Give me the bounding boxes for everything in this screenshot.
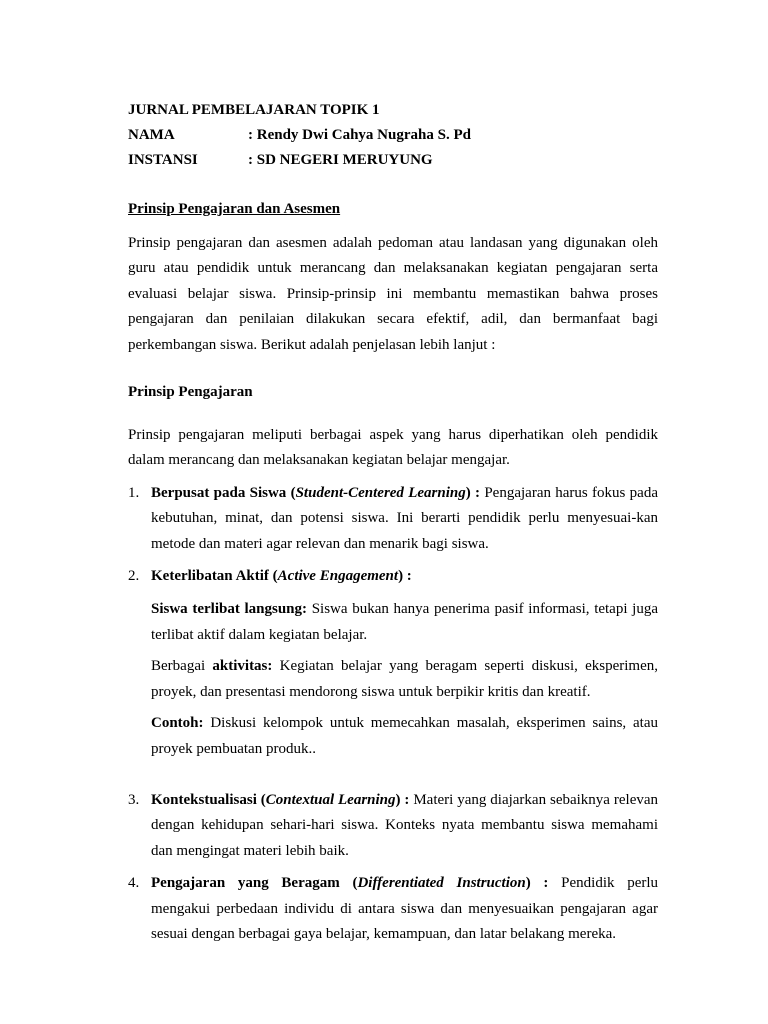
instansi-row	[128, 148, 658, 173]
section-heading-prinsip-pengajaran-dan-asesmen: Prinsip Pengajaran dan Asesmen	[128, 201, 341, 217]
nama-value: : Rendy Dwi Cahya Nugraha S. Pd	[248, 127, 471, 143]
sub-description: Diskusi kelompok untuk memecahkan masalah, eksperimen sains, atau proyek pembuatan produk..	[151, 715, 658, 757]
sub-paragraph: Berbagai aktivitas: Kegiatan belajar yang beragam seperti diskusi, eksperimen, proyek, dan presentasi mendorong siswa untuk berpikir kritis dan kreatif.	[151, 658, 658, 700]
list-number: 4.	[128, 875, 140, 892]
item-term-english: Contextual Learning	[265, 791, 396, 808]
sub-term: Contoh:	[151, 715, 204, 732]
item-term-english: Active Engagement	[277, 568, 399, 585]
section-intro: Prinsip pengajaran meliputi berbagai aspek yang harus diperhatikan oleh pendidik dalam merancang dan melaksanakan kegiatan belajar mengajar.	[128, 427, 658, 469]
list-item: 1. Berpusat pada Siswa (Student-Centered Learning) : Pengajaran harus fokus pada kebutuhan, minat, dan potensi siswa. Ini berarti pendidik perlu menyesuai-kan metode dan materi agar relevan dan menarik bagi siswa.	[128, 481, 658, 557]
item-term: Pengajaran yang Beragam (	[151, 875, 358, 892]
item-term-english: Differentiated Instruction	[357, 875, 526, 892]
section-heading-prinsip-pengajaran: Prinsip Pengajaran	[128, 384, 253, 401]
list-number: 3.	[128, 791, 140, 808]
list-item: 4. Pengajaran yang Beragam (Differentiated Instruction) : Pendidik perlu mengakui perbedaan individu di antara siswa dan menyesuaikan pengajaran agar sesuai dengan berbagai gaya belajar, kemampuan, dan latar belakang mereka.	[128, 871, 658, 947]
item-description: Pengajaran harus fokus pada kebutuhan, minat, dan potensi siswa. Ini berarti pendidik perlu menyesuai-kan metode dan materi agar relevan dan menarik bagi siswa.	[151, 484, 659, 552]
instansi-label: INSTANSI	[128, 152, 198, 168]
sub-term: aktivitas:	[212, 658, 273, 675]
item-description: Materi yang diajarkan sebaiknya relevan dengan kehidupan sehari-hari siswa. Konteks nyata membantu siswa memahami dan mengingat materi lebih baik.	[151, 791, 659, 859]
document-title: JURNAL PEMBELAJARAN TOPIK 1	[128, 102, 380, 118]
item-term: Keterlibatan Aktif (	[151, 568, 278, 585]
item-description: Pendidik perlu mengakui perbedaan individu di antara siswa dan menyesuaikan pengajaran agar sesuai dengan berbagai gaya belajar, kemampuan, dan latar belakang mereka.	[151, 875, 659, 942]
document-page	[128, 98, 658, 947]
sub-description: Kegiatan belajar yang beragam seperti diskusi, eksperimen, proyek, dan presentasi mendorong siswa untuk berpikir kritis dan kreatif.	[151, 658, 658, 700]
sub-term: Siswa terlibat langsung:	[151, 601, 308, 618]
item-term: Kontekstualisasi (	[151, 791, 266, 808]
item-term-english: Student-Centered Learning	[295, 484, 466, 501]
list-number: 2.	[128, 568, 140, 585]
nama-label: NAMA	[128, 127, 175, 143]
list-item: 2. Keterlibatan Aktif (Active Engagement) :	[128, 564, 658, 589]
list-number: 1.	[128, 484, 140, 501]
sub-paragraph	[128, 711, 658, 762]
sub-description: Siswa bukan hanya penerima pasif informasi, tetapi juga terlibat aktif dalam kegiatan belajar.	[151, 601, 658, 643]
instansi-value: : SD NEGERI MERUYUNG	[248, 152, 433, 168]
nama-row	[128, 123, 658, 148]
list-item: 3. Kontekstualisasi (Contextual Learning) : Materi yang diajarkan sebaiknya relevan dengan kehidupan sehari-hari siswa. Konteks nyata membantu siswa memahami dan mengingat materi lebih baik.	[128, 788, 658, 864]
sub-paragraph	[128, 597, 658, 648]
section-paragraph: Prinsip pengajaran dan asesmen adalah pedoman atau landasan yang digunakan oleh guru atau pendidik untuk merancang dan melaksanakan kegiatan pengajaran serta evaluasi belajar siswa. Prinsip-prinsip ini membantu memastikan bahwa proses pengajaran dan penilaian dilakukan secara efektif, adil, dan bermanfaat bagi perkembangan siswa. Berikut adalah penjelasan lebih lanjut :	[128, 235, 658, 353]
item-term: Berpusat pada Siswa (	[151, 484, 296, 501]
